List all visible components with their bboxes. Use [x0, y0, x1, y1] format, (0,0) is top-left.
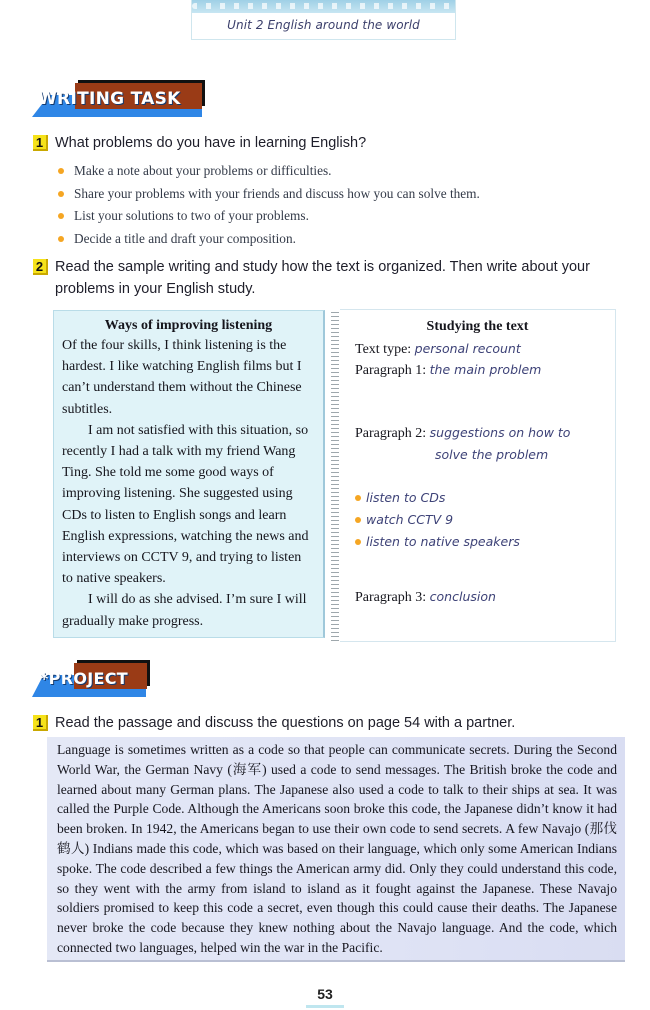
bullet-icon: [58, 191, 64, 197]
water-decoration: [192, 0, 455, 13]
list-item: Share your problems with your friends and discuss how you can solve them.: [58, 183, 480, 206]
paragraph1-line: Paragraph 1: the main problem: [355, 362, 542, 378]
task-number-badge: 2: [33, 259, 48, 275]
sample-paragraph-1: Of the four skills, I think listening is the hardest. I like watching English films but I can’t understand them without the Chinese subtitles.: [62, 338, 302, 417]
list-item: Make a note about your problems or difficulties.: [58, 160, 480, 183]
unit-title: Unit 2 English around the world: [227, 18, 420, 32]
bullet-icon: [355, 495, 361, 501]
sample-writing-box: [53, 310, 325, 638]
list-item: List your solutions to two of your problems.: [58, 205, 480, 228]
sample-paragraph-2: I am not satisfied with this situation, so recently I had a talk with my friend Wang Ting. She told me some good ways of improving listening. She suggested using CDs to listen to English songs and learn English expressions, watching the news and interviews on CCTV 9, and trying to listen to native speakers.: [62, 422, 309, 587]
page-number: 53: [306, 986, 344, 1008]
task-prompt-line2: problems in your English study.: [55, 281, 256, 297]
task-prompt: Read the passage and discuss the questions on page 54 with a partner.: [55, 715, 516, 731]
study-title: Studying the text: [426, 319, 529, 334]
text-type-line: Text type: personal recount: [355, 341, 521, 357]
project-banner: [32, 663, 150, 697]
project-task-1: [33, 712, 515, 734]
suggestion-item: listen to native speakers: [355, 534, 520, 549]
notebook-spiral: [331, 312, 339, 642]
list-item: Decide a title and draft your composition.: [58, 228, 480, 251]
suggestion-item: listen to CDs: [355, 490, 445, 505]
bullet-icon: [58, 213, 64, 219]
task-number-badge: 1: [33, 135, 48, 151]
unit-header: [191, 0, 456, 40]
paragraph3-line: Paragraph 3: conclusion: [355, 589, 496, 605]
task-prompt-line1: Read the sample writing and study how the text is organized. Then write about your: [55, 259, 590, 275]
task-number-badge: 1: [33, 715, 48, 731]
paragraph2-line: Paragraph 2: suggestions on how to: [355, 425, 571, 441]
bullet-icon: [355, 517, 361, 523]
task1-bullet-list: [58, 160, 480, 250]
bullet-icon: [58, 168, 64, 174]
bullet-icon: [355, 539, 361, 545]
suggestion-item: watch CCTV 9: [355, 512, 453, 527]
sample-title: Ways of improving listening: [104, 318, 273, 333]
studying-text-box: [340, 309, 616, 642]
sample-paragraph-3: I will do as she advised. I’m sure I will gradually make progress.: [62, 592, 307, 629]
writing-task-title: WRITING TASK: [38, 89, 181, 109]
reading-passage: Language is sometimes written as a code so that people can communicate secrets. During the Second World War, the German Navy (海军) used a code to send messages. The British broke the code and learned about many German plans. The Japanese also used a code to talk to their ships at sea. It was called the Purple Code. Although the Americans soon broke this code, the Japanese didn’t know it had been broken. In 1942, the Americans began to use their own code to send secrets. A few Navajo (那伐鹤人) Indians made this code, which was based on their language, which only some American Indians spoke. The code described a few things the American army did. Only they could understand this code, so they went with the army from island to island as it fought against the Japanese. These Navajo soldiers promised to keep this code a secret, even though this could cause their deaths. The Japanese never broke the code because they knew nothing about the Navajo language. And the code, which connected two languages, helped win the war in the Pacific.: [47, 737, 625, 962]
task-prompt: What problems do you have in learning English?: [55, 135, 367, 151]
bullet-icon: [58, 236, 64, 242]
writing-task-2: [33, 256, 633, 300]
project-title: *PROJECT: [40, 669, 128, 688]
writing-task-banner: [32, 83, 208, 117]
writing-task-1: [33, 132, 366, 154]
paragraph2-line-cont: solve the problem: [435, 447, 549, 462]
